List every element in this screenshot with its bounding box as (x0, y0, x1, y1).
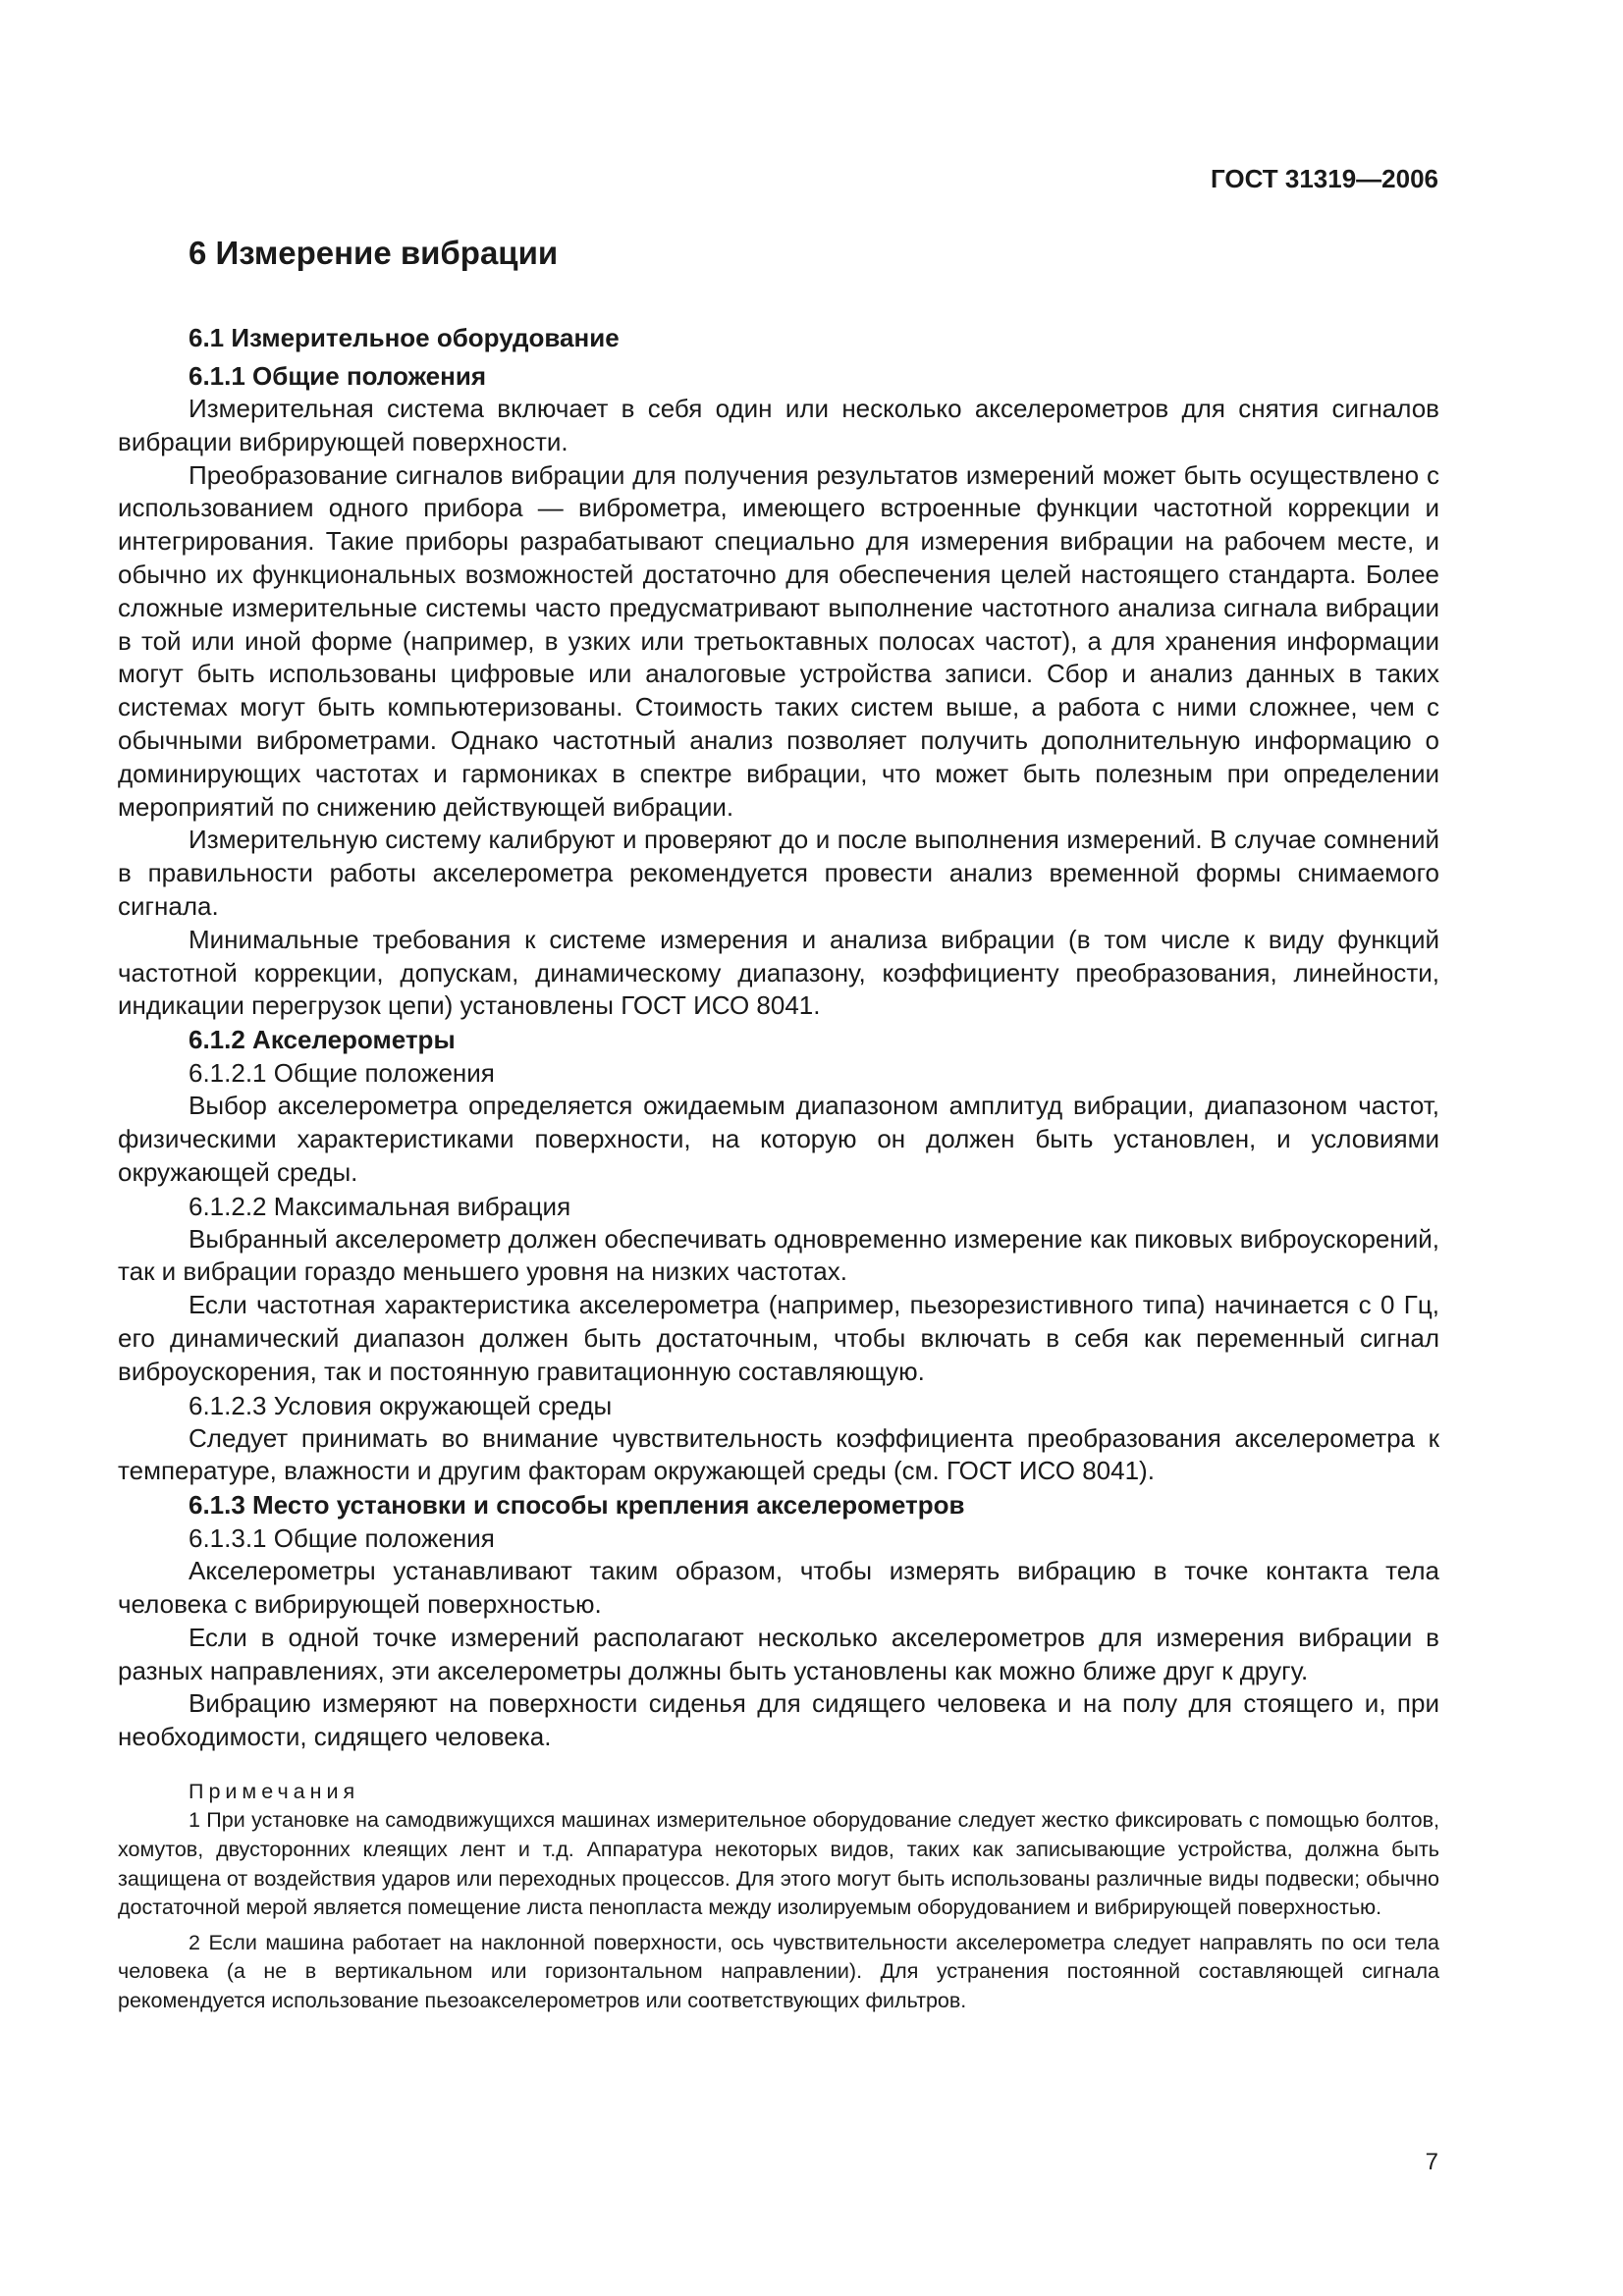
note-item: 1 При установке на самодвижущихся машинах измерительное оборудование следует жестко фиксировать с помощью болтов, хомутов, двусторонних клеящих лент и т.д. Аппаратура некоторых видов, таких как записывающие устройства, должна быть защищена от воздействия ударов или переходных процессов. Для этого могут быть использованы различные виды подвески; обычно достаточной мерой является помещение листа пенопласта между изолируемым оборудованием и вибрирующей поверхностью. (118, 1808, 1439, 1920)
paragraph: Измерительную систему калибруют и проверяют до и после выполнения измерений. В случае сомнений в правильности работы акселерометра рекомендуется провести анализ временной формы снимаемого сигнала. (118, 825, 1439, 921)
paragraph: Выбранный акселерометр должен обеспечивать одновременно измерение как пиковых виброускорений, так и вибрации гораздо меньшего уровня на низких частотах. (118, 1223, 1439, 1287)
document-code: ГОСТ 31319—2006 (1211, 164, 1438, 193)
paragraph: Вибрацию измеряют на поверхности сиденья для сидящего человека и на полу для стоящего и, при необходимости, сидящего человека. (118, 1688, 1439, 1752)
paragraph: Измерительная система включает в себя один или несколько акселерометров для снятия сигналов вибрации вибрирующей поверхности. (118, 394, 1439, 456)
paragraph: Выбор акселерометра определяется ожидаемым диапазоном амплитуд вибрации, диапазоном частот, физическими характеристиками поверхности, на которую он должен быть установлен, и условиями окружающей среды. (118, 1091, 1439, 1187)
notes-title: Примечания (189, 1779, 360, 1803)
paragraph: Минимальные требования к системе измерения и анализа вибрации (в том числе к виду функций частотной коррекции, допускам, динамическому диапазону, коэффициенту преобразования, линейности, индикации перегрузок цепи) установлены ГОСТ ИСО 8041. (118, 924, 1439, 1021)
subsection-6-1-2-2-heading: 6.1.2.2 Максимальная вибрация (189, 1191, 571, 1221)
paragraph: Если частотная характеристика акселерометра (например, пьезорезистивного типа) начинается с 0 Гц, его динамический диапазон должен быть достаточным, чтобы включать в себя как переменный сигнал виброускорения, так и постоянную гравитационную составляющую. (118, 1290, 1439, 1386)
paragraph: Следует принимать во внимание чувствительность коэффициента преобразования акселерометра к температуре, влажности и другим факторам окружающей среды (см. ГОСТ ИСО 8041). (118, 1422, 1439, 1486)
document-body (118, 232, 1439, 2022)
notes-block (118, 1778, 1439, 2016)
subsection-6-1-3-1-heading: 6.1.3.1 Общие положения (189, 1523, 495, 1554)
subsection-6-1-2-3-heading: 6.1.2.3 Условия окружающей среды (189, 1390, 613, 1420)
paragraph: Если в одной точке измерений располагают несколько акселерометров для измерения вибрации в разных направлениях, эти акселерометры должны быть установлены как можно ближе друг к другу. (118, 1622, 1439, 1685)
subsection-6-1-2-heading: 6.1.2 Акселерометры (189, 1025, 456, 1055)
note-item: 2 Если машина работает на наклонной поверхности, ось чувствительности акселерометра следует направлять по оси тела человека (а не в вертикальном или горизонтальном направлении). Для устранения постоянной составляющей сигнала рекомендуется использование пьезоакселерометров или соответствующих фильтров. (118, 1930, 1439, 2013)
section-title: 6 Измерение вибрации (189, 235, 559, 271)
subsection-6-1-2-1-heading: 6.1.2.1 Общие положения (189, 1058, 495, 1089)
subsection-6-1-3-heading: 6.1.3 Место установки и способы крепления акселерометров (189, 1490, 965, 1521)
paragraph: Акселерометры устанавливают таким образом, чтобы измерять вибрацию в точке контакта тела человека с вибрирующей поверхностью. (118, 1556, 1439, 1619)
paragraph: Преобразование сигналов вибрации для получения результатов измерений может быть осуществлено с использованием одного прибора — виброметра, имеющего встроенные функции частотной коррекции и интегрирования. Такие приборы разрабатывают специально для измерения вибрации на рабочем месте, и обычно их функциональных возможностей достаточно для обеспечения целей настоящего стандарта. Более сложные измерительные системы часто предусматривают выполнение частотного анализа сигнала вибрации в той или иной форме (например, в узких или третьоктавных полосах частот), а для хранения информации могут быть использованы цифровые или аналоговые устройства записи. Сбор и анализ данных в таких системах могут быть компьютеризованы. Стоимость таких систем выше, а работа с ними сложнее, чем с обычными виброметрами. Однако частотный анализ позволяет получить дополнительную информацию о доминирующих частотах и гармониках в спектре вибрации, что может быть полезным при определении мероприятий по снижению действующей вибрации. (118, 459, 1439, 822)
subsection-6-1-heading: 6.1 Измерительное оборудование (189, 323, 620, 352)
page-number: 7 (1425, 2149, 1438, 2175)
subsection-6-1-1-heading: 6.1.1 Общие положения (189, 361, 486, 391)
